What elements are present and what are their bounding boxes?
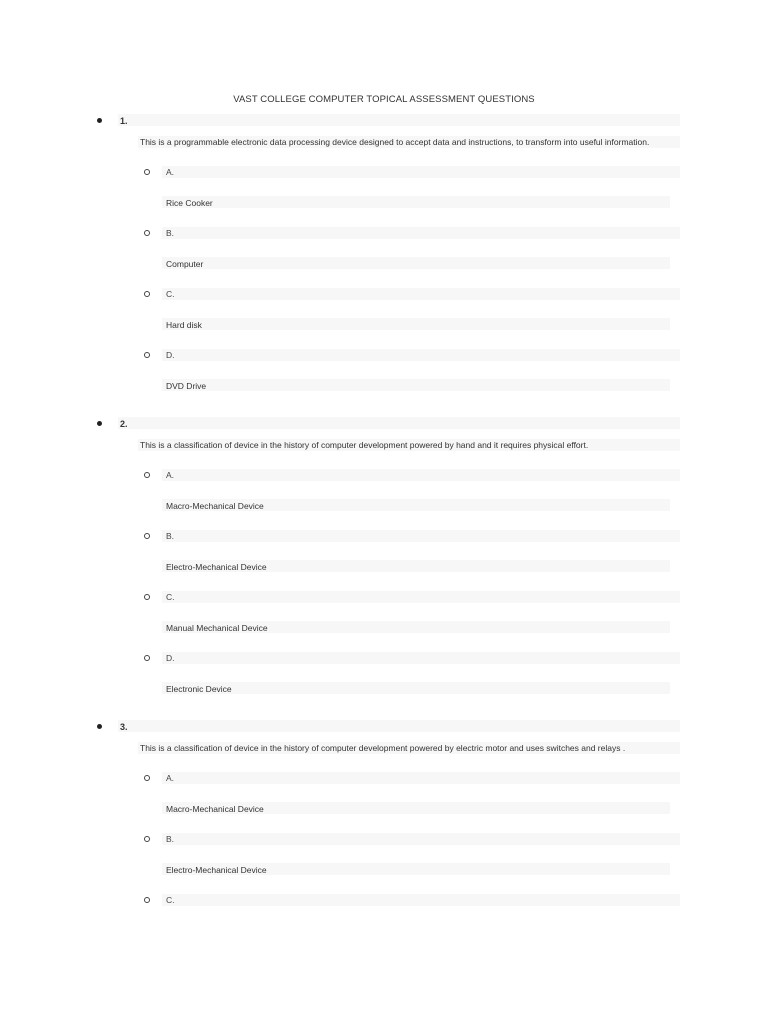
option-text[interactable]: Macro-Mechanical Device bbox=[166, 804, 264, 814]
radio-circle-icon[interactable] bbox=[144, 169, 150, 175]
option-row bbox=[162, 288, 680, 300]
option-text[interactable]: Macro-Mechanical Device bbox=[166, 501, 264, 511]
radio-circle-icon[interactable] bbox=[144, 291, 150, 297]
radio-circle-icon[interactable] bbox=[144, 472, 150, 478]
option-text[interactable]: DVD Drive bbox=[166, 381, 207, 391]
radio-circle-icon[interactable] bbox=[144, 352, 150, 358]
option-text[interactable]: Rice Cooker bbox=[166, 198, 213, 208]
option-text[interactable]: Hard disk bbox=[166, 320, 202, 330]
radio-circle-icon[interactable] bbox=[144, 775, 150, 781]
question-text: This is a classification of device in the history of computer development powered by hand and it requires physical effort. bbox=[140, 440, 589, 450]
option-text-row bbox=[162, 379, 670, 391]
option-letter: C. bbox=[166, 592, 175, 602]
option-row bbox=[162, 530, 680, 542]
option-text-row bbox=[162, 682, 670, 694]
question-number-row bbox=[118, 114, 680, 126]
option-row bbox=[162, 166, 680, 178]
radio-circle-icon[interactable] bbox=[144, 533, 150, 539]
question-text: This is a classification of device in the history of computer development powered by electric motor and uses switches and relays . bbox=[140, 743, 626, 753]
option-letter: B. bbox=[166, 531, 175, 541]
option-letter: C. bbox=[166, 289, 175, 299]
option-row bbox=[162, 833, 680, 845]
option-text[interactable]: Electro-Mechanical Device bbox=[166, 562, 267, 572]
option-row bbox=[162, 591, 680, 603]
option-letter: D. bbox=[166, 350, 175, 360]
option-text-row bbox=[162, 318, 670, 330]
question-number-row bbox=[118, 720, 680, 732]
option-row bbox=[162, 469, 680, 481]
bullet-icon bbox=[97, 118, 102, 123]
option-text[interactable]: Computer bbox=[166, 259, 204, 269]
option-letter: C. bbox=[166, 895, 175, 905]
option-row bbox=[162, 772, 680, 784]
option-letter: A. bbox=[166, 773, 175, 783]
option-letter: A. bbox=[166, 167, 175, 177]
option-letter: A. bbox=[166, 470, 175, 480]
radio-circle-icon[interactable] bbox=[144, 655, 150, 661]
question-number: 1. bbox=[120, 116, 128, 126]
option-text-row bbox=[162, 257, 670, 269]
option-letter: B. bbox=[166, 834, 175, 844]
option-text[interactable]: Manual Mechanical Device bbox=[166, 623, 268, 633]
radio-circle-icon[interactable] bbox=[144, 230, 150, 236]
question-number-row bbox=[118, 417, 680, 429]
bullet-icon bbox=[97, 724, 102, 729]
radio-circle-icon[interactable] bbox=[144, 594, 150, 600]
question-text: This is a programmable electronic data processing device designed to accept data and instructions, to transform into useful information. bbox=[140, 137, 650, 147]
option-text[interactable]: Electro-Mechanical Device bbox=[166, 865, 267, 875]
option-letter: B. bbox=[166, 228, 175, 238]
option-text[interactable]: Electronic Device bbox=[166, 684, 232, 694]
question-number: 3. bbox=[120, 722, 128, 732]
option-row bbox=[162, 894, 680, 906]
bullet-icon bbox=[97, 421, 102, 426]
page-title: VAST COLLEGE COMPUTER TOPICAL ASSESSMENT QUESTIONS bbox=[233, 94, 535, 105]
question-number: 2. bbox=[120, 419, 128, 429]
option-row bbox=[162, 227, 680, 239]
option-row bbox=[162, 652, 680, 664]
radio-circle-icon[interactable] bbox=[144, 836, 150, 842]
radio-circle-icon[interactable] bbox=[144, 897, 150, 903]
option-text-row bbox=[162, 196, 670, 208]
option-letter: D. bbox=[166, 653, 175, 663]
option-row bbox=[162, 349, 680, 361]
